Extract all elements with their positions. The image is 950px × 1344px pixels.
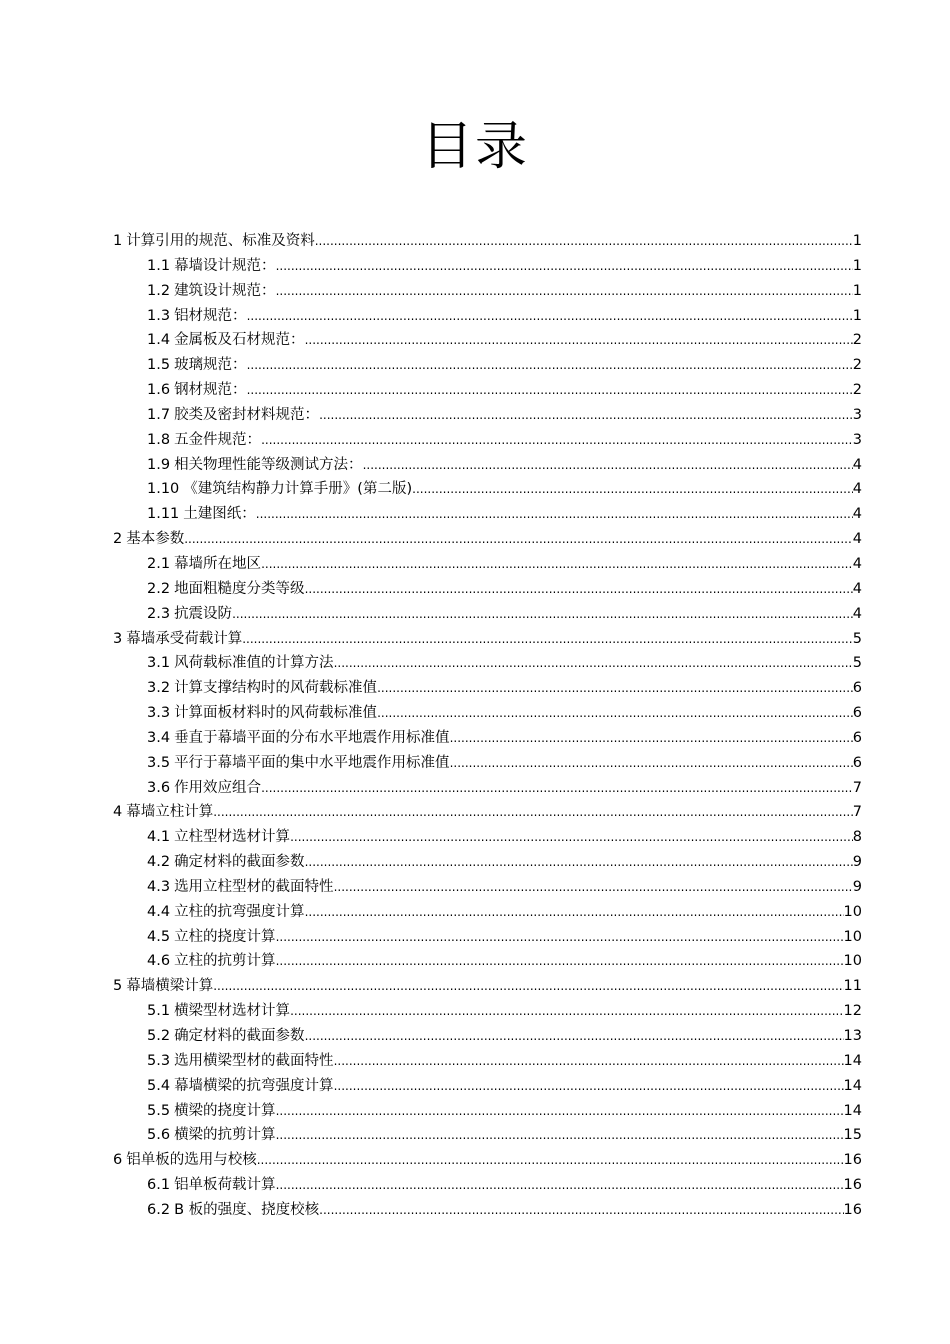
toc-entry-page: 10 (843, 903, 862, 920)
toc-dot-leader (334, 1074, 844, 1099)
toc-entry-number: 1.5 (147, 357, 171, 374)
toc-dot-leader (305, 328, 853, 353)
toc-entry-number: 6.1 (147, 1177, 171, 1194)
toc-entry-number: 5.3 (147, 1052, 171, 1069)
toc-entry-page: 4 (852, 605, 862, 622)
toc-entry-label: 风荷载标准值的计算方法 (174, 655, 334, 672)
toc-entry-number: 3.4 (147, 729, 171, 746)
toc-entry-page: 9 (852, 878, 862, 895)
toc-entry-1-2[interactable] (113, 279, 862, 304)
toc-entry-label: 玻璃规范： (174, 357, 247, 374)
toc-entry-label: 垂直于幕墙平面的分布水平地震作用标准值 (174, 729, 450, 746)
toc-dot-leader (334, 1049, 844, 1074)
toc-entry-page: 13 (843, 1028, 862, 1044)
toc-dot-leader (276, 1099, 844, 1124)
toc-entry-6-1[interactable] (113, 1173, 862, 1198)
toc-entry-1-10[interactable] (113, 477, 862, 502)
toc-entry-5-5[interactable] (113, 1099, 862, 1124)
toc-entry-label: 确定材料的截面参数 (174, 854, 305, 871)
toc-entry-number: 4.4 (147, 903, 171, 920)
toc-dot-leader (305, 577, 853, 602)
toc-dot-leader (290, 999, 843, 1024)
toc-entry-number: 4.1 (147, 829, 171, 846)
toc-dot-leader (305, 850, 853, 875)
toc-entry-page: 16 (843, 1152, 862, 1169)
toc-entry-page: 6 (852, 729, 862, 746)
toc-dot-leader (276, 1123, 844, 1148)
toc-dot-leader (213, 800, 853, 825)
toc-entry-label: 钢材规范： (174, 382, 247, 399)
toc-entry-number: 1.2 (147, 282, 171, 299)
toc-dot-leader (247, 353, 853, 378)
toc-entry-page: 3 (852, 406, 862, 423)
toc-entry-page: 11 (843, 978, 862, 995)
toc-entry-label: 五金件规范： (174, 431, 262, 448)
toc-entry-number: 4.5 (147, 928, 171, 945)
toc-entry-page: 16 (843, 1201, 862, 1218)
toc-dot-leader (377, 676, 853, 701)
toc-entry-1-6[interactable] (113, 378, 862, 403)
toc-dot-leader (257, 1148, 844, 1173)
toc-entry-4-6[interactable] (113, 949, 862, 974)
toc-dot-leader (450, 751, 853, 776)
toc-dot-leader (184, 527, 853, 552)
toc-entry-2-3[interactable] (113, 602, 862, 627)
toc-entry-label: 立柱型材选材计算 (174, 829, 291, 846)
toc-entry-number: 1.10 (147, 481, 180, 498)
toc-entry-page: 14 (843, 1077, 862, 1094)
toc-entry-number: 1.1 (147, 257, 171, 274)
toc-entry-label: 立柱的抗剪计算 (174, 953, 276, 970)
toc-entry-label: 平行于幕墙平面的集中水平地震作用标准值 (174, 754, 450, 771)
toc-entry-label: 幕墙所在地区 (174, 555, 262, 572)
toc-dot-leader (334, 875, 853, 900)
toc-entry-page: 14 (843, 1052, 862, 1069)
toc-entry-label: 横梁型材选材计算 (174, 1003, 291, 1020)
toc-entry-5-4[interactable] (113, 1074, 862, 1099)
toc-entry-number: 1.4 (147, 332, 171, 349)
toc-entry-label: 计算支撑结构时的风荷载标准值 (174, 680, 378, 697)
toc-entry-1[interactable] (113, 229, 862, 254)
toc-entry-page: 1 (852, 307, 862, 324)
toc-entry-page: 2 (852, 382, 862, 399)
toc-dot-leader (276, 1173, 844, 1198)
toc-entry-page: 1 (852, 282, 862, 299)
toc-entry-label: 相关物理性能等级测试方法： (174, 456, 363, 473)
toc-dot-leader (305, 1024, 844, 1049)
toc-entry-number: 5 (113, 978, 123, 995)
toc-entry-page: 16 (843, 1177, 862, 1194)
toc-dot-leader (261, 552, 853, 577)
toc-entry-page: 5 (852, 655, 862, 672)
toc-entry-label: 立柱的挠度计算 (174, 928, 276, 945)
toc-entry-label: 铝单板荷载计算 (174, 1177, 276, 1194)
toc-entry-number: 3 (113, 630, 123, 647)
toc-entry-3-4[interactable] (113, 726, 862, 751)
toc-entry-page: 3 (852, 431, 862, 448)
toc-entry-label: 抗震设防 (174, 605, 233, 622)
toc-entry-page: 5 (852, 630, 862, 647)
toc-dot-leader (377, 701, 853, 726)
toc-entry-page: 4 (852, 456, 862, 473)
toc-entry-label: 幕墙承受荷载计算 (126, 630, 243, 647)
toc-entry-page: 6 (852, 680, 862, 697)
toc-entry-number: 2.3 (147, 605, 171, 622)
toc-entry-label: 幕墙横梁的抗弯强度计算 (174, 1077, 334, 1094)
toc-entry-3-2[interactable] (113, 676, 862, 701)
toc-entry-page: 15 (843, 1127, 862, 1144)
toc-entry-label: 铝材规范： (174, 307, 247, 324)
toc-entry-number: 6 (113, 1152, 123, 1169)
toc-entry-label: 铝单板的选用与校核 (126, 1152, 257, 1169)
toc-entry-number: 5.6 (147, 1127, 171, 1144)
toc-entry-1-8[interactable] (113, 428, 862, 453)
toc-entry-5-6[interactable] (113, 1123, 862, 1148)
toc-entry-number: 5.4 (147, 1077, 171, 1094)
toc-entry-label: 横梁的挠度计算 (174, 1102, 276, 1119)
toc-entry-label: 确定材料的截面参数 (174, 1028, 305, 1044)
toc-dot-leader (213, 974, 843, 999)
toc-entry-label: 幕墙立柱计算 (126, 804, 214, 821)
toc-entry-label: 地面粗糙度分类等级 (174, 580, 305, 597)
toc-entry-number: 1.7 (147, 406, 171, 423)
toc-entry-page: 14 (843, 1102, 862, 1119)
toc-entry-6-2[interactable] (113, 1198, 862, 1223)
toc-entry-number: 2.2 (147, 580, 171, 597)
toc-entry-label: 计算引用的规范、标准及资料 (126, 233, 315, 249)
toc-entry-1-7[interactable] (113, 403, 862, 428)
toc-entry-label: 选用立柱型材的截面特性 (174, 878, 334, 895)
toc-dot-leader (242, 627, 853, 652)
toc-entry-page: 1 (852, 257, 862, 274)
toc-entry-page: 6 (852, 754, 862, 771)
toc-entry-page: 8 (852, 829, 862, 846)
toc-dot-leader (261, 776, 853, 801)
toc-dot-leader (363, 453, 853, 478)
toc-entry-2-1[interactable] (113, 552, 862, 577)
toc-dot-leader (276, 949, 844, 974)
toc-entry-number: 3.2 (147, 680, 171, 697)
toc-entry-page: 7 (852, 804, 862, 821)
toc-dot-leader (232, 602, 853, 627)
toc-entry-number: 4.3 (147, 878, 171, 895)
toc-entry-page: 10 (843, 953, 862, 970)
toc-entry-1-4[interactable] (113, 328, 862, 353)
toc-entry-page: 4 (852, 481, 862, 498)
toc-entry-number: 4.2 (147, 854, 171, 871)
toc-entry-4-1[interactable] (113, 825, 862, 850)
toc-entry-5[interactable] (113, 974, 862, 999)
toc-dot-leader (276, 254, 853, 279)
toc-entry-page: 4 (852, 555, 862, 572)
toc-entry-label: 基本参数 (126, 531, 185, 548)
toc-entry-page: 7 (852, 779, 862, 796)
toc-entry-3-5[interactable] (113, 751, 862, 776)
toc-entry-4-4[interactable] (113, 900, 862, 925)
toc-entry-number: 1.3 (147, 307, 171, 324)
toc-entry-label: 胶类及密封材料规范： (174, 406, 320, 423)
toc-entry-page: 2 (852, 332, 862, 349)
toc-entry-3-6[interactable] (113, 776, 862, 801)
toc-entry-number: 3.1 (147, 655, 171, 672)
toc-entry-number: 5.1 (147, 1003, 171, 1020)
toc-dot-leader (319, 403, 853, 428)
toc-entry-2-2[interactable] (113, 577, 862, 602)
toc-entry-1-3[interactable] (113, 304, 862, 329)
toc-entry-page: 12 (843, 1003, 862, 1020)
toc-entry-label: 幕墙设计规范： (174, 257, 276, 274)
toc-entry-page: 6 (852, 705, 862, 722)
toc-dot-leader (290, 825, 853, 850)
toc-entry-label: 计算面板材料时的风荷载标准值 (174, 705, 378, 722)
toc-entry-number: 4.6 (147, 953, 171, 970)
toc-entry-number: 1.8 (147, 431, 171, 448)
toc-entry-label: B 板的强度、挠度校核 (174, 1201, 320, 1218)
toc-entry-4-3[interactable] (113, 875, 862, 900)
toc-entry-4-2[interactable] (113, 850, 862, 875)
toc-entry-number: 3.3 (147, 705, 171, 722)
toc-entry-number: 1.6 (147, 382, 171, 399)
toc-entry-5-3[interactable] (113, 1049, 862, 1074)
toc-entry-number: 5.2 (147, 1028, 171, 1044)
toc-entry-number: 6.2 (147, 1201, 171, 1218)
toc-entry-1-11[interactable] (113, 502, 862, 527)
toc-entry-1-5[interactable] (113, 353, 862, 378)
toc-entry-page: 9 (852, 854, 862, 871)
toc-dot-leader (450, 726, 853, 751)
toc-entry-label: 建筑设计规范： (174, 282, 276, 299)
toc-entry-number: 1.9 (147, 456, 171, 473)
toc-entry-4-5[interactable] (113, 925, 862, 950)
toc-entry-5-2[interactable] (113, 1024, 862, 1049)
toc-dot-leader (412, 477, 853, 502)
toc-dot-leader (256, 502, 853, 527)
toc-entry-5-1[interactable] (113, 999, 862, 1024)
toc-entry-1-9[interactable] (113, 453, 862, 478)
toc-entry-label: 金属板及石材规范： (174, 332, 305, 349)
toc-entry-4[interactable] (113, 800, 862, 825)
table-of-contents (113, 229, 862, 1223)
toc-entry-page: 4 (852, 506, 862, 523)
toc-entry-page: 4 (852, 580, 862, 597)
toc-entry-number: 5.5 (147, 1102, 171, 1119)
toc-dot-leader (261, 428, 853, 453)
toc-entry-2[interactable] (113, 527, 862, 552)
toc-entry-1-1[interactable] (113, 254, 862, 279)
toc-entry-page: 10 (843, 928, 862, 945)
toc-entry-number: 2 (113, 531, 123, 548)
toc-dot-leader (247, 304, 853, 329)
toc-dot-leader (319, 1198, 843, 1223)
toc-entry-page: 4 (852, 531, 862, 548)
toc-entry-page: 1 (852, 233, 862, 249)
toc-entry-label: 横梁的抗剪计算 (174, 1127, 276, 1144)
toc-entry-label: 土建图纸： (183, 506, 256, 523)
toc-entry-number: 3.5 (147, 754, 171, 771)
toc-dot-leader (247, 378, 853, 403)
toc-entry-label: 立柱的抗弯强度计算 (174, 903, 305, 920)
toc-entry-3-1[interactable] (113, 651, 862, 676)
toc-dot-leader (334, 651, 853, 676)
toc-entry-label: 作用效应组合 (174, 779, 262, 796)
toc-entry-page: 2 (852, 357, 862, 374)
toc-entry-label: 幕墙横梁计算 (126, 978, 214, 995)
toc-dot-leader (305, 900, 844, 925)
toc-entry-number: 1.11 (147, 506, 180, 523)
toc-entry-3[interactable] (113, 627, 862, 652)
toc-entry-6[interactable] (113, 1148, 862, 1173)
toc-entry-label: 《建筑结构静力计算手册》(第二版) (183, 481, 413, 498)
toc-entry-label: 选用横梁型材的截面特性 (174, 1052, 334, 1069)
toc-dot-leader (276, 279, 853, 304)
toc-entry-number: 2.1 (147, 555, 171, 572)
toc-entry-number: 1 (113, 233, 123, 249)
toc-entry-number: 4 (113, 804, 123, 821)
page-title: 目录 (420, 117, 529, 177)
toc-entry-number: 3.6 (147, 779, 171, 796)
toc-entry-3-3[interactable] (113, 701, 862, 726)
toc-dot-leader (315, 229, 853, 254)
toc-dot-leader (276, 925, 844, 950)
